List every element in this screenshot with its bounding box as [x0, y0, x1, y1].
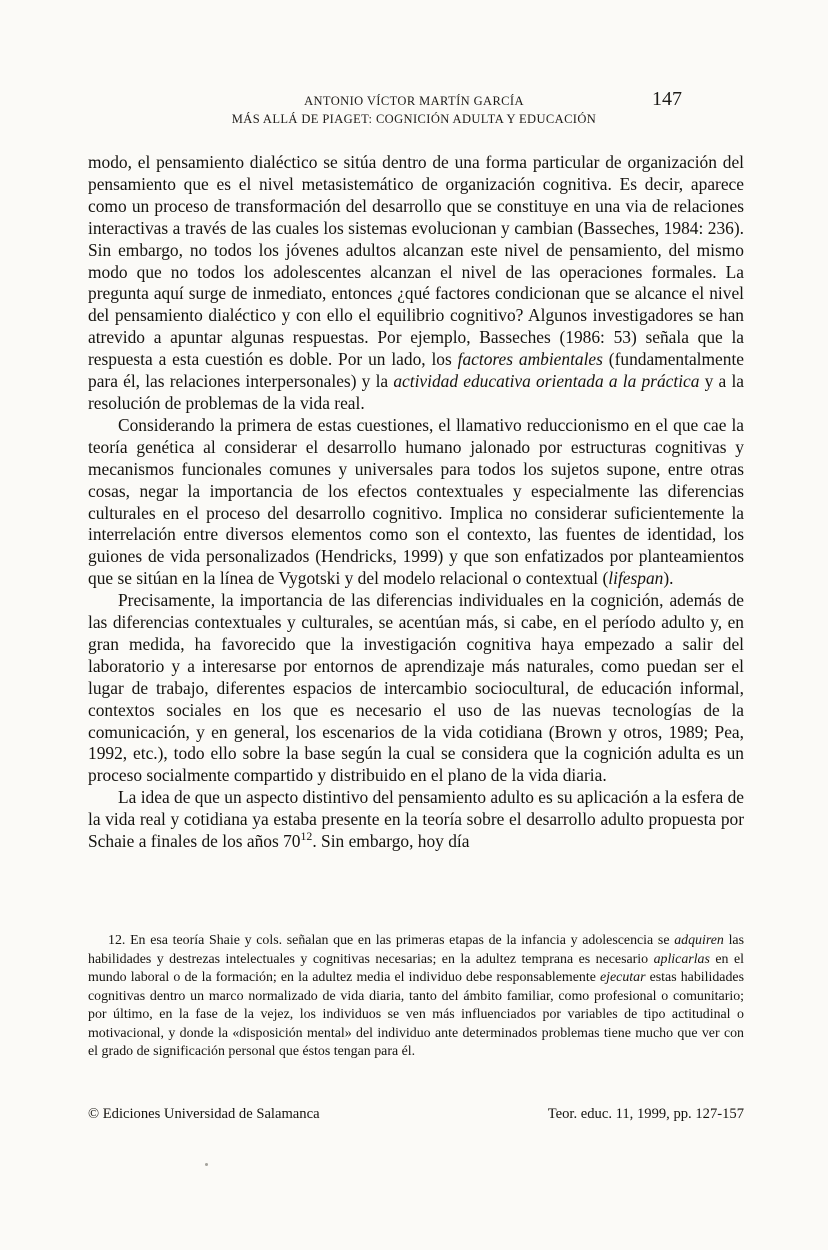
body-text: [88, 152, 744, 853]
running-head-author: ANTONIO VÍCTOR MARTÍN GARCÍA: [304, 94, 524, 108]
running-head: [120, 92, 708, 128]
page-footer: [88, 1106, 744, 1123]
footnote-section: [88, 932, 744, 1062]
footer-publisher: © Ediciones Universidad de Salamanca: [88, 1106, 320, 1122]
paragraph-1: modo, el pensamiento dialéctico se sitúa dentro de una forma particular de organización del pensamiento que es el nivel metasistemático de organización cognitiva. Es decir, aparece como un proceso de transformación del desarrollo que se constituye en una via de relaciones interactivas a través de las cuales los sistemas evolucionan y cambian (Basseches, 1984: 236). Sin embargo, no todos los jóvenes adultos alcanzan este nivel de pensamiento, del mismo modo que no todos los adolescentes alcanzan el nivel de las operaciones formales. La pregunta aquí surge de inmediato, entonces ¿qué factores condicionan que se alcance el nivel del pensamiento dialéctico y con ello el equilibrio cognitivo? Algunos investigadores se han atrevido a apuntar algunas respuestas. Por ejemplo, Basseches (1986: 53) señala que la respuesta a esta cuestión es doble. Por un lado, los factores ambientales (fundamentalmente para él, las relaciones interpersonales) y la actividad educativa orientada a la práctica y a la resolución de problemas de la vida real.: [88, 152, 745, 413]
running-head-title: MÁS ALLÁ DE PIAGET: COGNICIÓN ADULTA Y EDUCACIÓN: [231, 112, 597, 126]
page-number: 147: [652, 88, 682, 110]
paragraph-4: La idea de que un aspecto distintivo del pensamiento adulto es su aplicación a la esfera de la vida real y cotidiana ya estaba presente en la teoría sobre el desarrollo adulto propuesta por Schaie a finales de los años $70^{12}$. Sin embargo, hoy día: [88, 787, 744, 852]
footnote-12: 12. En esa teoría Shaie y cols. señalan que en las primeras etapas de la infancia y adolescencia se adquiren las habilidades y destrezas intelectuales y cognitivas necesarias; en la adultez temprana es necesario aplicarlas en el mundo laboral o de la formación; en la adultez media el individuo debe responsablemente ejecutar estas habilidades cognitivas dentro un marco normalizado de vida diaria, tanto del ámbito familiar, como profesional o comunitario; por último, en la fase de la vejez, los individuos se ven más influenciados por variables de tipo actitudinal o motivacional, y donde la «disposición mental» del individuo ante determinados problemas tiene mucho que ver con el grado de significación personal que éstos tengan para él.: [88, 933, 745, 1059]
scan-artifact: [205, 1163, 208, 1166]
paragraph-2: Considerando la primera de estas cuestiones, el llamativo reduccionismo en el que cae la teoría genética al considerar el desarrollo humano jalonado por estructuras cognitivas y mecanismos funcionales comunes y universales para todos los sujetos supone, entre otras cosas, negar la importancia de los efectos contextuales y especialmente las diferencias culturales en el proceso del desarrollo cognitivo. Implica no considerar suficientemente la interrelación entre diversos elementos como son el contexto, las fuentes de identidad, los guiones de vida personalizados (Hendricks, 1999) y que son enfatizados por planteamientos que se sitúan en la línea de Vygotski y del modelo relacional o contextual (lifespan).: [88, 414, 744, 589]
paragraph-3: Precisamente, la importancia de las diferencias individuales en la cognición, además de las diferencias contextuales y culturales, se acentúan más, si cabe, en el período adulto y, en gran medida, ha favorecido que la investigación cognitiva haya empezado a salir del laboratorio y a interesarse por entornos de aprendizaje más naturales, como puedan ser el lugar de trabajo, diferentes espacios de intercambio sociocultural, de educación informal, contextos sociales en los que es necesario el uso de las nuevas tecnologías de la comunicación, y en general, los escenarios de la vida cotidiana (Brown y otros, 1989; Pea, 1992, etc.), todo ello sobre la base según la cual se considera que la cognición adulta es un proceso socialmente compartido y distribuido en el plano de la vida diaria.: [88, 590, 744, 786]
footer-citation: Teor. educ. 11, 1999, pp. 127-157: [547, 1106, 744, 1122]
